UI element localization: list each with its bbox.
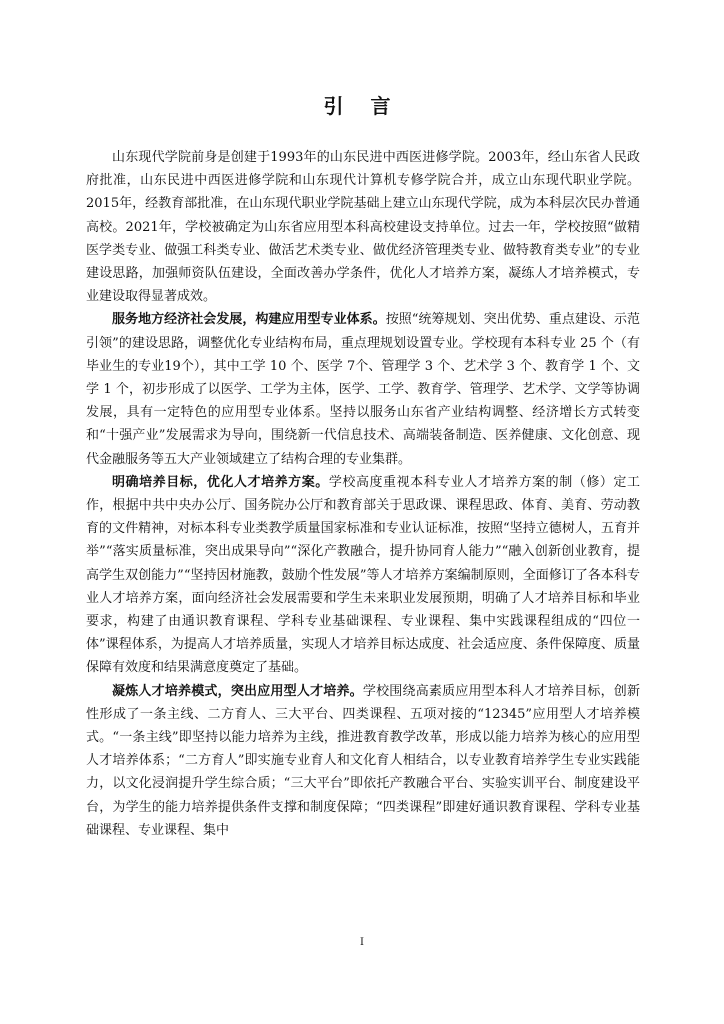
page-title: 引 言 xyxy=(323,94,401,118)
body-text xyxy=(86,146,640,842)
paragraph-lead: 明确培养目标，优化人才培养方案。 xyxy=(112,474,329,490)
paragraph-training-program xyxy=(86,471,640,680)
paragraph-text: 学校围绕高素质应用型本科人才培养目标，创新性形成了一条主线、二方育人、三大平台、四类课程、五项对接的“12345”应用型人才培养模式。“一条主线”即坚持以能力培养为主线，推进教育教学改革，形成以能力培养为核心的应用型人才培养体系；“二方育人”即实施专业育人和文化育人相结合，以专业教育培养学生专业实践能力，以文化浸润提升学生综合质；“三大平台”即依托产教融合平台、实验实训平台、制度建设平台，为学生的能力培养提供条件支撑和制度保障；“四类课程”即建好通识教育课程、学科专业基础课程、专业课程、集中 xyxy=(86,683,640,838)
paragraph-text: 按照“统筹规划、突出优势、重点建设、示范引领”的建设思路，调整优化专业结构布局，重点理规划设置专业。学校现有本科专业 25 个（有毕业生的专业19个），其中工学 10 个、医学 7个、管理学 3 个、艺术学 3 个、教育学 1 个、文学 1 个，初步形成了以医学、工学为主体，医学、工学、教育学、管理学、艺术学、文学等协调发展，具有一定特色的应用型专业体系。坚持以服务山东省产业结构调整、经济增长方式转变和“十强产业”发展需求为导向，围绕新一代信息技术、高端装备制造、医养健康、文化创意、现代金融服务等五大产业领域建立了结构合理的专业集群。 xyxy=(86,312,641,467)
paragraph-professional-system xyxy=(86,308,640,470)
paragraph-intro xyxy=(86,146,640,308)
paragraph-text: 学校高度重视本科专业人才培养方案的制（修）定工作，根据中共中央办公厅、国务院办公厅和教育部关于思政课、课程思政、体育、美育、劳动教育的文件精神，对标本科专业类教学质量国家标准和专业认证标准，按照“坚持立德树人，五育并举”“落实质量标准，突出成果导向”“深化产教融合，提升协同育人能力”“融入创新创业教育，提高学生双创能力”“坚持因材施教，鼓励个性发展”等人才培养方案编制原则，全面修订了各本科专业人才培养方案，面向经济社会发展需要和学生未来职业发展预期，明确了人才培养目标和毕业要求，构建了由通识教育课程、学科专业基础课程、专业课程、集中实践课程组成的“四位一体”课程体系，为提高人才培养质量，实现人才培养目标达成度、社会适应度、条件保障度、质量保障有效度和结果满意度奠定了基础。 xyxy=(86,474,640,676)
page-number: I xyxy=(360,937,364,948)
paragraph-training-model xyxy=(86,680,640,842)
paragraph-lead: 凝炼人才培养模式，突出应用型人才培养。 xyxy=(112,683,363,699)
paragraph-lead: 服务地方经济社会发展，构建应用型专业体系。 xyxy=(112,312,386,328)
paragraph-text: 山东现代学院前身是创建于1993年的山东民进中西医进修学院。2003年，经山东省人民政府批准，山东民进中西医进修学院和山东现代计算机专修学院合并，成立山东现代职业学院。2015年，经教育部批准，在山东现代职业学院基础上建立山东现代学院，成为本科层次民办普通高校。2021年，学校被确定为山东省应用型本科高校建设支持单位。过去一年，学校按照“做精医学类专业、做强工科类专业、做活艺术类专业、做优经济管理类专业、做特教育类专业”的专业建设思路，加强师资队伍建设，全面改善办学条件，优化人才培养方案，凝练人才培养模式，专业建设取得显著成效。 xyxy=(86,150,640,305)
